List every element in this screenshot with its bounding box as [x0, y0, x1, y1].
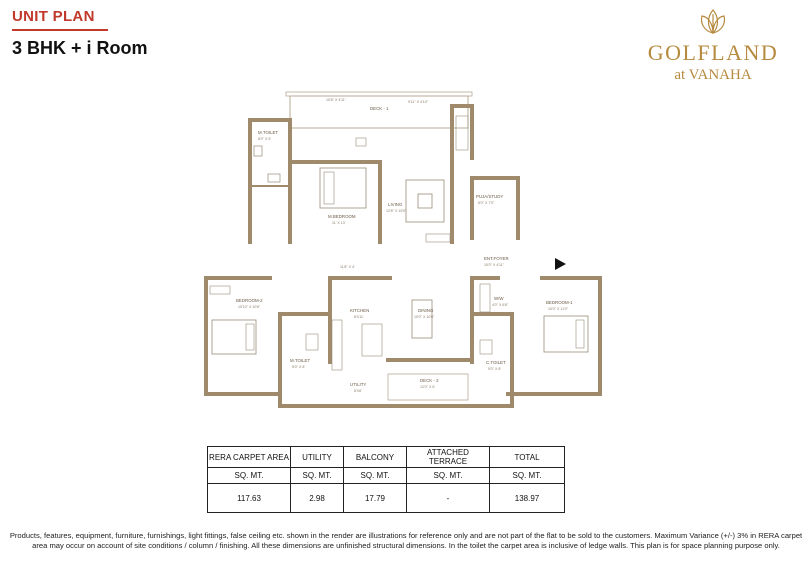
deck1-label: DECK - 1 — [370, 106, 389, 111]
entrance-foyer — [340, 256, 566, 270]
area-table-unit-row — [208, 468, 565, 484]
deck2-label: DECK - 2 — [420, 378, 439, 383]
entry-arrow-icon — [555, 258, 566, 270]
ent-foyer-dim: 10'0" X 4'11" — [484, 263, 505, 267]
utility-label: UTILITY — [350, 382, 367, 387]
deck1-dim-b: 9'11" X 4'10" — [408, 100, 429, 104]
toilet2-label: M.TOILET — [290, 358, 311, 363]
kitchen — [332, 308, 382, 370]
value-utility: 2.98 — [291, 484, 344, 513]
m-toilet-dim: 8'0" X 5' — [258, 137, 272, 141]
ww-label: W/W — [494, 296, 504, 301]
utility — [350, 382, 366, 393]
leaf-emblem-icon — [698, 6, 728, 36]
kitchen-label: KITCHEN — [350, 308, 370, 313]
puja-dim: 5'0" X 7'0" — [478, 201, 495, 205]
bedroom-2 — [210, 286, 263, 354]
m-toilet — [252, 130, 288, 186]
m-toilet-label: M.TOILET — [258, 130, 279, 135]
value-balcony: 17.79 — [344, 484, 407, 513]
value-rera: 117.63 — [208, 484, 291, 513]
m-toilet-2 — [290, 334, 318, 369]
utility-dim: 8'X6' — [354, 389, 362, 393]
c-toilet — [480, 340, 506, 371]
bedroom-1 — [544, 300, 588, 352]
floor-plan — [200, 88, 612, 416]
header-utility: UTILITY — [291, 447, 344, 468]
disclaimer-text: Products, features, equipment, furniture, furnishings, light fittings, false ceiling etc. shown in the render are illustrations for reference only and are not part of the flat to be sold to the customers. Maximum Variance (+/-) 3% in RERA carpet area may occur on account of site conditions / column / finishing. All these dimensions are unfinished structural dimensions. In the toilet the carpet area is inclusive of ledge walls. This plan is for space planning purpose only. — [9, 531, 803, 550]
unit-utility: SQ. MT. — [291, 468, 344, 484]
unit-terrace: SQ. MT. — [407, 468, 490, 484]
puja-study — [476, 194, 503, 205]
passage-dim: 11'8" X 4' — [340, 265, 355, 269]
header-terrace: ATTACHED TERRACE — [407, 447, 490, 468]
title-underline — [12, 29, 108, 31]
unit-balcony: SQ. MT. — [344, 468, 407, 484]
value-terrace: - — [407, 484, 490, 513]
puja-label: PUJA/STUDY — [476, 194, 504, 199]
bedroom2-label: BEDROOM-2 — [236, 298, 263, 303]
area-table — [207, 446, 565, 513]
living-label: LIVING — [388, 202, 403, 207]
value-total: 138.97 — [490, 484, 565, 513]
header-balcony: BALCONY — [344, 447, 407, 468]
area-table-value-row — [208, 484, 565, 513]
bedroom1-label: BEDROOM-1 — [546, 300, 573, 305]
deck-2 — [388, 374, 468, 400]
walls — [204, 104, 602, 408]
unit-total: SQ. MT. — [490, 468, 565, 484]
ww-dim: 4'0" X 6'6" — [492, 303, 509, 307]
deck-1 — [286, 92, 472, 128]
c-toilet-dim: 5'0" X 8' — [488, 367, 502, 371]
unit-plan-title: UNIT PLAN — [12, 8, 95, 25]
ent-foyer-label: ENT.FOYER — [484, 256, 509, 261]
kitchen-dim: 8'X11' — [354, 315, 364, 319]
area-table-header-row — [208, 447, 565, 468]
golfland-logo — [628, 6, 798, 86]
deck1-dim-a: 10'8" X 4'11" — [326, 98, 347, 102]
brand-name: GOLFLAND — [647, 40, 779, 65]
dining-dim: 10'0" X 10'0" — [414, 315, 435, 319]
m-bedroom — [320, 138, 366, 225]
deck2-dim: 12'0" X 6' — [420, 385, 436, 389]
walk-in-wardrobe — [480, 284, 509, 312]
dining-label: DINING — [418, 308, 434, 313]
bedroom1-dim: 10'0" X 11'0" — [548, 307, 569, 311]
c-toilet-label: C.TOILET — [486, 360, 506, 365]
toilet2-dim: 5'0" X 8' — [292, 365, 306, 369]
living — [386, 116, 468, 242]
m-bedroom-dim: 11' X 13' — [332, 221, 346, 225]
bedroom2-dim: 10'10" X 10'6" — [238, 305, 261, 309]
unit-rera: SQ. MT. — [208, 468, 291, 484]
unit-type-subtitle: 3 BHK + i Room — [12, 38, 148, 58]
living-dim: 12'8" X 19'0" — [386, 209, 407, 213]
header-rera: RERA CARPET AREA — [208, 447, 291, 468]
dining — [412, 300, 435, 338]
m-bedroom-label: M.BEDROOM — [328, 214, 356, 219]
header-total: TOTAL — [490, 447, 565, 468]
brand-tagline: at VANAHA — [674, 67, 752, 83]
